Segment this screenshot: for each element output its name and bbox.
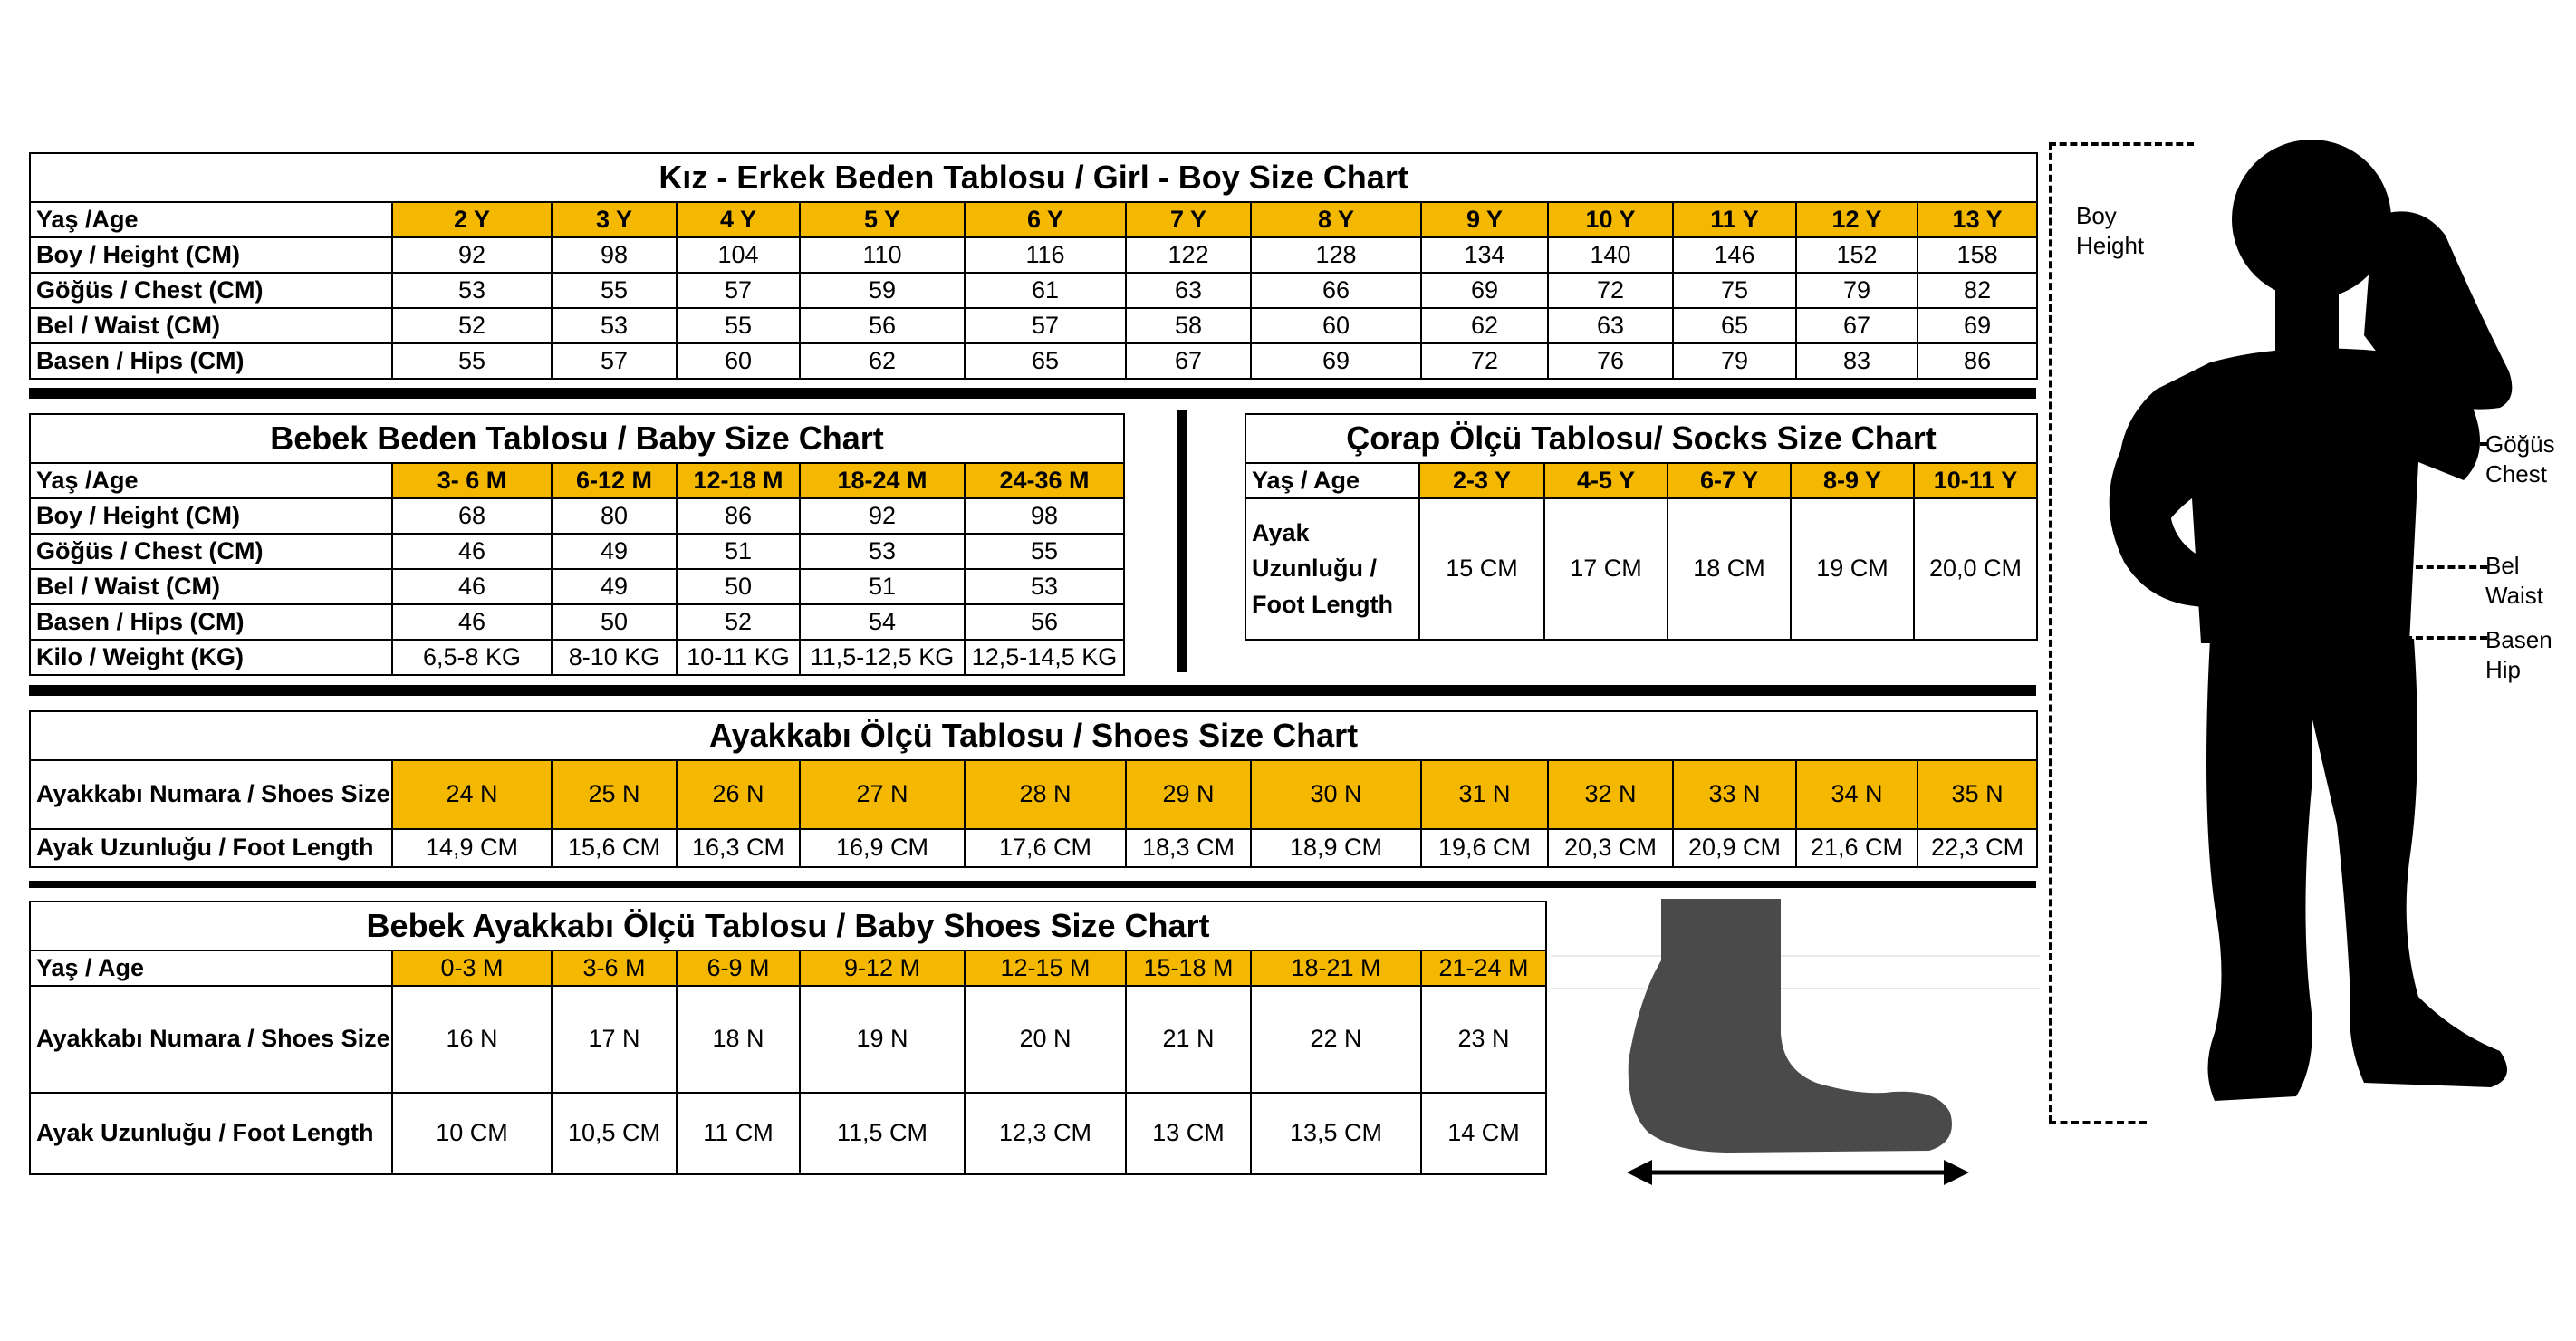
table-cell: 67 bbox=[1796, 308, 1918, 343]
table-cell: 55 bbox=[677, 308, 800, 343]
age-header: 7 Y bbox=[1126, 202, 1251, 237]
table-cell: 17,6 CM bbox=[965, 829, 1126, 867]
age-header: 12 Y bbox=[1796, 202, 1918, 237]
table-cell: 21 N bbox=[1126, 986, 1251, 1093]
age-header: 9-12 M bbox=[800, 950, 965, 986]
size-header: 35 N bbox=[1918, 760, 2037, 829]
hip-label: Basen Hip bbox=[2485, 626, 2552, 683]
table-cell: 128 bbox=[1251, 237, 1421, 273]
row-label: Ayak Uzunluğu / Foot Length bbox=[1245, 498, 1419, 640]
row-label: Ayakkabı Numara / Shoes Size bbox=[30, 760, 392, 829]
table-cell: 16 N bbox=[392, 986, 552, 1093]
foot-shape bbox=[1629, 899, 1952, 1153]
table-cell: 52 bbox=[392, 308, 552, 343]
table-row bbox=[30, 498, 1124, 534]
table-cell: 16,9 CM bbox=[800, 829, 965, 867]
row-label: Bel / Waist (CM) bbox=[30, 308, 392, 343]
table-row bbox=[30, 640, 1124, 675]
table-cell: 46 bbox=[392, 534, 552, 569]
table-row bbox=[30, 1093, 1546, 1174]
table-cell: 15 CM bbox=[1419, 498, 1544, 640]
size-header: 31 N bbox=[1421, 760, 1548, 829]
vertical-divider bbox=[1177, 410, 1187, 672]
table-cell: 52 bbox=[677, 604, 800, 640]
table-row bbox=[30, 569, 1124, 604]
table-cell: 12,3 CM bbox=[965, 1093, 1126, 1174]
kids-age-row bbox=[30, 202, 2037, 237]
table-cell: 46 bbox=[392, 604, 552, 640]
table-cell: 14,9 CM bbox=[392, 829, 552, 867]
table-row bbox=[30, 308, 2037, 343]
age-header: 8-9 Y bbox=[1791, 463, 1914, 498]
table-cell: 79 bbox=[1796, 273, 1918, 308]
age-header: 13 Y bbox=[1918, 202, 2037, 237]
age-header: 10 Y bbox=[1548, 202, 1673, 237]
row-label: Ayak Uzunluğu / Foot Length bbox=[30, 829, 392, 867]
age-header: 6-12 M bbox=[552, 463, 677, 498]
table-cell: 56 bbox=[800, 308, 965, 343]
table-cell: 116 bbox=[965, 237, 1126, 273]
table-cell: 53 bbox=[552, 308, 677, 343]
table-cell: 49 bbox=[552, 569, 677, 604]
chest-label: Göğüs Chest bbox=[2485, 430, 2555, 487]
table-cell: 60 bbox=[1251, 308, 1421, 343]
age-header: 12-15 M bbox=[965, 950, 1126, 986]
table-cell: 134 bbox=[1421, 237, 1548, 273]
socks-age-row bbox=[1245, 463, 2037, 498]
shoes-table-title: Ayakkabı Ölçü Tablosu / Shoes Size Chart bbox=[30, 711, 2037, 760]
child-silhouette bbox=[2074, 136, 2527, 1133]
table-cell: 67 bbox=[1126, 343, 1251, 379]
table-cell: 57 bbox=[552, 343, 677, 379]
table-row bbox=[30, 237, 2037, 273]
baby-size-table bbox=[29, 413, 1125, 676]
age-header: 0-3 M bbox=[392, 950, 552, 986]
kids-size-table bbox=[29, 152, 2038, 380]
table-row bbox=[30, 273, 2037, 308]
row-label: Boy / Height (CM) bbox=[30, 237, 392, 273]
row-label: Göğüs / Chest (CM) bbox=[30, 534, 392, 569]
hip-line bbox=[2201, 636, 2487, 640]
size-header: 29 N bbox=[1126, 760, 1251, 829]
divider-bar bbox=[29, 388, 2036, 399]
age-header: 3-6 M bbox=[552, 950, 677, 986]
divider-bar bbox=[29, 685, 2036, 696]
table-cell: 6,5-8 KG bbox=[392, 640, 552, 675]
row-label: Kilo / Weight (KG) bbox=[30, 640, 392, 675]
table-cell: 62 bbox=[800, 343, 965, 379]
table-cell: 18 CM bbox=[1668, 498, 1791, 640]
age-header: 3 Y bbox=[552, 202, 677, 237]
row-label: Boy / Height (CM) bbox=[30, 498, 392, 534]
table-cell: 50 bbox=[677, 569, 800, 604]
height-label: Boy Height bbox=[2076, 202, 2145, 259]
table-cell: 140 bbox=[1548, 237, 1673, 273]
table-cell: 51 bbox=[677, 534, 800, 569]
table-cell: 65 bbox=[1673, 308, 1796, 343]
row-label: Ayakkabı Numara / Shoes Size bbox=[30, 986, 392, 1093]
table-cell: 92 bbox=[800, 498, 965, 534]
table-cell: 69 bbox=[1918, 308, 2037, 343]
table-cell: 12,5-14,5 KG bbox=[965, 640, 1124, 675]
table-cell: 22 N bbox=[1251, 986, 1421, 1093]
age-header: 8 Y bbox=[1251, 202, 1421, 237]
table-cell: 22,3 CM bbox=[1918, 829, 2037, 867]
table-cell: 14 CM bbox=[1421, 1093, 1546, 1174]
socks-size-table bbox=[1245, 413, 2038, 641]
table-cell: 46 bbox=[392, 569, 552, 604]
table-cell: 10 CM bbox=[392, 1093, 552, 1174]
waist-line bbox=[2201, 565, 2487, 569]
row-label: Yaş /Age bbox=[30, 463, 392, 498]
age-header: 6 Y bbox=[965, 202, 1126, 237]
size-header: 25 N bbox=[552, 760, 677, 829]
arrow-left-icon bbox=[1627, 1160, 1652, 1185]
table-cell: 98 bbox=[552, 237, 677, 273]
table-cell: 68 bbox=[392, 498, 552, 534]
chest-line bbox=[2201, 442, 2487, 446]
row-label: Yaş / Age bbox=[1245, 463, 1419, 498]
kids-table-title: Kız - Erkek Beden Tablosu / Girl - Boy Size Chart bbox=[30, 153, 2037, 202]
table-cell: 62 bbox=[1421, 308, 1548, 343]
table-cell: 82 bbox=[1918, 273, 2037, 308]
baby-shoes-age-row bbox=[30, 950, 1546, 986]
table-cell: 17 CM bbox=[1544, 498, 1668, 640]
age-header: 9 Y bbox=[1421, 202, 1548, 237]
size-header: 24 N bbox=[392, 760, 552, 829]
table-cell: 76 bbox=[1548, 343, 1673, 379]
table-row bbox=[30, 829, 2037, 867]
age-header: 4-5 Y bbox=[1544, 463, 1668, 498]
table-row bbox=[30, 534, 1124, 569]
age-header: 12-18 M bbox=[677, 463, 800, 498]
baby-table-title: Bebek Beden Tablosu / Baby Size Chart bbox=[30, 414, 1124, 463]
table-cell: 17 N bbox=[552, 986, 677, 1093]
table-cell: 15,6 CM bbox=[552, 829, 677, 867]
table-row bbox=[30, 986, 1546, 1093]
table-cell: 20 N bbox=[965, 986, 1126, 1093]
table-cell: 19 N bbox=[800, 986, 965, 1093]
table-cell: 69 bbox=[1251, 343, 1421, 379]
table-cell: 61 bbox=[965, 273, 1126, 308]
table-cell: 146 bbox=[1673, 237, 1796, 273]
table-cell: 56 bbox=[965, 604, 1124, 640]
table-cell: 57 bbox=[965, 308, 1126, 343]
age-header: 2 Y bbox=[392, 202, 552, 237]
age-header: 24-36 M bbox=[965, 463, 1124, 498]
height-vertical-line bbox=[2049, 142, 2052, 1123]
size-header: 27 N bbox=[800, 760, 965, 829]
age-header: 18-24 M bbox=[800, 463, 965, 498]
baby-shoes-size-table bbox=[29, 901, 1547, 1175]
row-label: Basen / Hips (CM) bbox=[30, 343, 392, 379]
table-cell: 20,9 CM bbox=[1673, 829, 1796, 867]
table-cell: 23 N bbox=[1421, 986, 1546, 1093]
age-header: 21-24 M bbox=[1421, 950, 1546, 986]
table-cell: 19,6 CM bbox=[1421, 829, 1548, 867]
age-header: 3- 6 M bbox=[392, 463, 552, 498]
table-cell: 79 bbox=[1673, 343, 1796, 379]
table-cell: 53 bbox=[800, 534, 965, 569]
baby-shoes-table-title: Bebek Ayakkabı Ölçü Tablosu / Baby Shoes Size Chart bbox=[30, 902, 1546, 950]
table-cell: 69 bbox=[1421, 273, 1548, 308]
table-cell: 20,3 CM bbox=[1548, 829, 1673, 867]
table-cell: 83 bbox=[1796, 343, 1918, 379]
age-header: 5 Y bbox=[800, 202, 965, 237]
age-header: 11 Y bbox=[1673, 202, 1796, 237]
table-cell: 55 bbox=[965, 534, 1124, 569]
table-cell: 11,5 CM bbox=[800, 1093, 965, 1174]
table-cell: 50 bbox=[552, 604, 677, 640]
table-cell: 63 bbox=[1548, 308, 1673, 343]
table-cell: 10,5 CM bbox=[552, 1093, 677, 1174]
foot-illustration bbox=[1621, 897, 1975, 1196]
table-cell: 75 bbox=[1673, 273, 1796, 308]
table-cell: 18 N bbox=[677, 986, 800, 1093]
table-cell: 63 bbox=[1126, 273, 1251, 308]
table-row bbox=[30, 604, 1124, 640]
table-cell: 80 bbox=[552, 498, 677, 534]
table-cell: 20,0 CM bbox=[1914, 498, 2037, 640]
table-cell: 16,3 CM bbox=[677, 829, 800, 867]
socks-table-title: Çorap Ölçü Tablosu/ Socks Size Chart bbox=[1245, 414, 2037, 463]
table-cell: 51 bbox=[800, 569, 965, 604]
table-cell: 58 bbox=[1126, 308, 1251, 343]
table-cell: 53 bbox=[965, 569, 1124, 604]
waist-label: Bel Waist bbox=[2485, 552, 2544, 609]
table-cell: 10-11 KG bbox=[677, 640, 800, 675]
table-cell: 65 bbox=[965, 343, 1126, 379]
table-row bbox=[1245, 498, 2037, 640]
table-cell: 13,5 CM bbox=[1251, 1093, 1421, 1174]
table-cell: 55 bbox=[392, 343, 552, 379]
row-label: Yaş / Age bbox=[30, 950, 392, 986]
table-cell: 8-10 KG bbox=[552, 640, 677, 675]
size-header: 33 N bbox=[1673, 760, 1796, 829]
size-header: 26 N bbox=[677, 760, 800, 829]
table-cell: 98 bbox=[965, 498, 1124, 534]
table-cell: 18,9 CM bbox=[1251, 829, 1421, 867]
size-header: 30 N bbox=[1251, 760, 1421, 829]
table-cell: 122 bbox=[1126, 237, 1251, 273]
row-label: Ayak Uzunluğu / Foot Length bbox=[30, 1093, 392, 1174]
age-header: 6-7 Y bbox=[1668, 463, 1791, 498]
table-row bbox=[30, 343, 2037, 379]
table-cell: 86 bbox=[1918, 343, 2037, 379]
table-cell: 21,6 CM bbox=[1796, 829, 1918, 867]
table-cell: 104 bbox=[677, 237, 800, 273]
size-header: 34 N bbox=[1796, 760, 1918, 829]
shoes-size-row bbox=[30, 760, 2037, 829]
age-header: 2-3 Y bbox=[1419, 463, 1544, 498]
table-cell: 59 bbox=[800, 273, 965, 308]
table-cell: 57 bbox=[677, 273, 800, 308]
row-label: Göğüs / Chest (CM) bbox=[30, 273, 392, 308]
table-cell: 60 bbox=[677, 343, 800, 379]
table-cell: 152 bbox=[1796, 237, 1918, 273]
table-cell: 19 CM bbox=[1791, 498, 1914, 640]
table-cell: 72 bbox=[1548, 273, 1673, 308]
age-header: 6-9 M bbox=[677, 950, 800, 986]
divider-bar bbox=[29, 881, 2036, 888]
table-cell: 11,5-12,5 KG bbox=[800, 640, 965, 675]
age-header: 15-18 M bbox=[1126, 950, 1251, 986]
size-header: 32 N bbox=[1548, 760, 1673, 829]
table-cell: 158 bbox=[1918, 237, 2037, 273]
table-cell: 92 bbox=[392, 237, 552, 273]
table-cell: 11 CM bbox=[677, 1093, 800, 1174]
row-label: Yaş /Age bbox=[30, 202, 392, 237]
table-cell: 72 bbox=[1421, 343, 1548, 379]
age-header: 10-11 Y bbox=[1914, 463, 2037, 498]
row-label: Bel / Waist (CM) bbox=[30, 569, 392, 604]
baby-age-row bbox=[30, 463, 1124, 498]
table-cell: 110 bbox=[800, 237, 965, 273]
table-cell: 86 bbox=[677, 498, 800, 534]
table-cell: 66 bbox=[1251, 273, 1421, 308]
age-header: 18-21 M bbox=[1251, 950, 1421, 986]
size-header: 28 N bbox=[965, 760, 1126, 829]
row-label: Basen / Hips (CM) bbox=[30, 604, 392, 640]
table-cell: 53 bbox=[392, 273, 552, 308]
table-cell: 55 bbox=[552, 273, 677, 308]
shoes-size-table bbox=[29, 710, 2038, 868]
table-cell: 18,3 CM bbox=[1126, 829, 1251, 867]
table-cell: 49 bbox=[552, 534, 677, 569]
table-cell: 13 CM bbox=[1126, 1093, 1251, 1174]
arrow-right-icon bbox=[1944, 1160, 1969, 1185]
age-header: 4 Y bbox=[677, 202, 800, 237]
table-cell: 54 bbox=[800, 604, 965, 640]
